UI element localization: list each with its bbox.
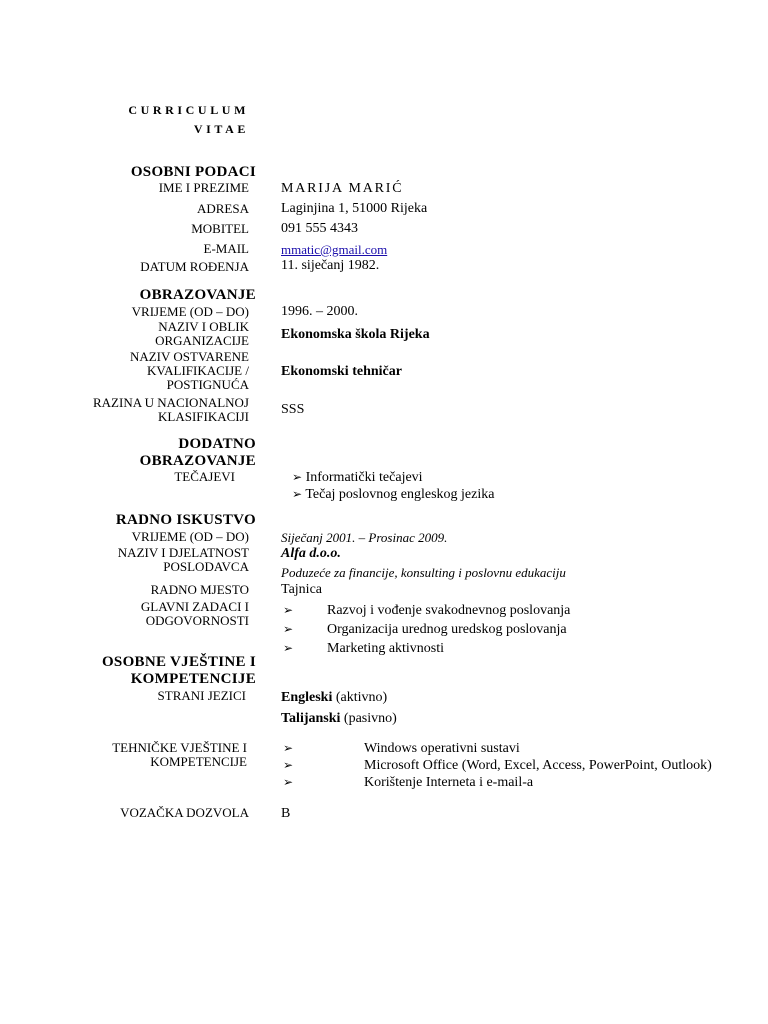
cv-title-line2: VITAE xyxy=(193,122,249,136)
label-exp-position: RADNO MJESTO xyxy=(150,582,249,597)
label-exp-duties xyxy=(141,600,249,628)
label-tech-line1: TEHNIČKE VJEŠTINE I xyxy=(112,740,247,755)
list-item: ➢ Windows operativni sustavi xyxy=(283,741,520,756)
label-exp-duties-line2: ODGOVORNOSTI xyxy=(145,613,249,628)
list-item: ➢ Organizacija urednog uredskog poslovanja xyxy=(283,622,567,637)
section-heading-experience: RADNO ISKUSTVO xyxy=(115,512,256,528)
value-name: MARIJA MARIĆ xyxy=(281,181,404,196)
value-dob: 11. siječanj 1982. xyxy=(281,258,380,273)
label-edu-level-line2: KLASIFIKACIJI xyxy=(158,409,249,424)
label-edu-org-line2: ORGANIZACIJE xyxy=(155,333,249,348)
label-edu-level xyxy=(93,396,249,424)
value-edu-level: SSS xyxy=(281,402,305,417)
section-heading-additional xyxy=(140,436,256,470)
list-item: ➢ Korištenje Interneta i e-mail-a xyxy=(283,775,534,790)
label-edu-org xyxy=(155,320,249,348)
value-edu-org: Ekonomska škola Rijeka xyxy=(281,327,430,342)
label-edu-qual-line2: KVALIFIKACIJE / xyxy=(147,363,249,378)
label-dob: DATUM ROĐENJA xyxy=(140,259,249,274)
arrow-bullet-icon: ➢ xyxy=(292,470,303,484)
courses-list xyxy=(292,469,494,503)
label-exp-employer-line2: POSLODAVCA xyxy=(163,559,249,574)
label-languages: STRANI JEZICI xyxy=(157,688,246,703)
section-heading-skills xyxy=(102,654,256,688)
cv-title-line1: CURRICULUM xyxy=(128,103,249,117)
list-item: ➢ Marketing aktivnosti xyxy=(283,641,445,656)
label-exp-period: VRIJEME (OD – DO) xyxy=(131,529,249,544)
language-name: Talijanski xyxy=(281,711,341,726)
label-tech xyxy=(112,741,247,769)
section-heading-skills-line2: KOMPETENCIJE xyxy=(130,671,256,687)
label-tech-line2: KOMPETENCIJE xyxy=(150,754,247,769)
cv-title xyxy=(128,101,249,139)
section-heading-additional-line1: DODATNO xyxy=(178,436,256,452)
label-edu-org-line1: NAZIV I OBLIK xyxy=(158,319,249,334)
label-edu-qual xyxy=(130,350,249,392)
arrow-bullet-icon: ➢ xyxy=(292,487,303,501)
list-item: ➢ Informatički tečajevi xyxy=(292,470,423,485)
email-link[interactable]: mmatic@gmail.com xyxy=(281,242,388,257)
arrow-bullet-icon: ➢ xyxy=(283,775,294,789)
list-item: ➢ Tečaj poslovnog engleskog jezika xyxy=(292,487,495,502)
label-address: ADRESA xyxy=(196,201,249,216)
arrow-bullet-icon: ➢ xyxy=(283,741,294,755)
label-exp-employer-line1: NAZIV I DJELATNOST xyxy=(117,545,249,560)
label-edu-period: VRIJEME (OD – DO) xyxy=(131,304,249,319)
value-license: B xyxy=(281,806,291,821)
value-edu-qual: Ekonomski tehničar xyxy=(281,364,402,379)
value-address: Laginjina 1, 51000 Rijeka xyxy=(281,201,428,216)
arrow-bullet-icon: ➢ xyxy=(283,758,294,772)
label-license: VOZAČKA DOZVOLA xyxy=(120,805,249,820)
arrow-bullet-icon: ➢ xyxy=(283,622,294,636)
label-email: E-MAIL xyxy=(203,241,249,256)
language-level: (aktivno) xyxy=(335,690,388,705)
section-heading-personal: OSOBNI PODACI xyxy=(130,164,256,180)
section-heading-skills-line1: OSOBNE VJEŠTINE I xyxy=(101,654,256,670)
label-edu-level-line1: RAZINA U NACIONALNOJ xyxy=(93,395,249,410)
label-courses: TEČAJEVI xyxy=(174,469,235,484)
language-name: Engleski xyxy=(281,690,333,705)
section-heading-education: OBRAZOVANJE xyxy=(139,287,256,303)
duties-list xyxy=(283,601,570,658)
label-exp-employer xyxy=(118,546,249,574)
label-exp-duties-line1: GLAVNI ZADACI I xyxy=(140,599,249,614)
label-mobile: MOBITEL xyxy=(191,221,249,236)
tech-list xyxy=(283,740,712,791)
value-exp-employer-desc: Poduzeće za financije, konsulting i poslovnu edukaciju xyxy=(281,565,566,580)
value-exp-employer: Alfa d.o.o. xyxy=(281,546,341,561)
value-exp-period: Siječanj 2001. – Prosinac 2009. xyxy=(281,530,448,545)
value-exp-position: Tajnica xyxy=(281,582,322,597)
arrow-bullet-icon: ➢ xyxy=(283,603,294,617)
label-edu-qual-line1: NAZIV OSTVARENE xyxy=(129,349,249,364)
arrow-bullet-icon: ➢ xyxy=(283,641,294,655)
list-item: ➢ Microsoft Office (Word, Excel, Access, PowerPoint, Outlook) xyxy=(283,758,712,773)
label-edu-qual-line3: POSTIGNUĆA xyxy=(166,377,249,392)
label-name: IME I PREZIME xyxy=(158,180,249,195)
language-level: (pasivno) xyxy=(343,711,397,726)
value-language-1 xyxy=(281,690,387,706)
value-edu-period: 1996. – 2000. xyxy=(281,304,358,319)
section-heading-additional-line2: OBRAZOVANJE xyxy=(139,453,256,469)
value-language-2 xyxy=(281,711,397,727)
value-mobile: 091 555 4343 xyxy=(281,221,358,236)
list-item: ➢ Razvoj i vođenje svakodnevnog poslovanja xyxy=(283,603,571,618)
